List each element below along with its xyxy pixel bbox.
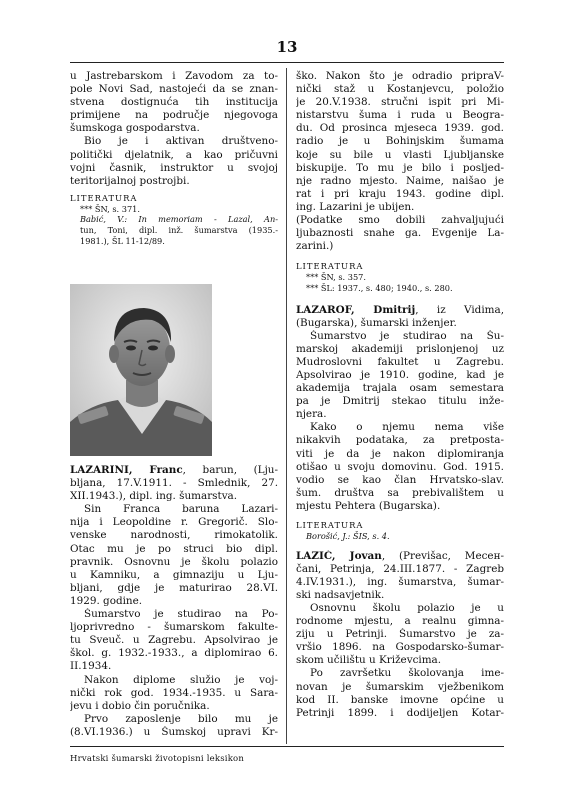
literature-line: Borošić, J.: ŠIS, s. 4.: [306, 531, 390, 541]
text-line: Osnovnu školu polazio je u: [310, 601, 504, 614]
portrait-image: [70, 284, 212, 456]
text-line: primijene na područje njegovoga: [70, 109, 278, 122]
text-line: vojni časnik, instruktor u svojoj: [70, 161, 278, 174]
text-line: viti je da je nakon diplomiranja: [296, 447, 504, 460]
text-line: rodnome mjestu, a realnu gimna-: [296, 615, 504, 628]
text-line: (Bugarska), šumarski inženjer.: [296, 316, 457, 329]
entry-lazarof: [296, 304, 504, 514]
text-line: teritorijalnoj postrojbi.: [70, 174, 190, 187]
entry-head-text: , (Previšac, Meceн-: [381, 549, 504, 562]
text-line: vršio 1896. na Gospodarsko-šumar-: [296, 641, 504, 654]
text-line: bljana, 17.V.1911. - Smlednik, 27.: [70, 477, 278, 490]
entry-name: LAZARINI, Franc: [70, 464, 183, 476]
text-line: ško. Nakon što je odradio pripraV-: [296, 70, 504, 82]
literature-line: Babić, V.: In memoriam - Lazal, An-: [80, 214, 278, 225]
text-line: nički staž u Kostanjevcu, položio: [296, 83, 504, 96]
text-line: kod II. banske imovne općine u: [296, 693, 504, 706]
text-line: XII.1943.), dipl. ing. šumarstva.: [70, 490, 238, 503]
text-line: ziju u Petrinji. Šumarstvo je za-: [296, 628, 504, 641]
entry-name: LAZAROF, Dmitrij: [296, 303, 416, 316]
text-line: ljubaznosti snahe ga. Evgenije La-: [296, 227, 504, 240]
text-line: (Podatke smo dobili zahvaljujući: [296, 214, 504, 227]
text-line: ski nadsavjetnik.: [296, 588, 385, 601]
text-line: njera.: [296, 408, 327, 421]
text-line: skom učilištu u Križevcima.: [296, 654, 442, 667]
text-line: du. Od prosinca mjeseca 1939. god.: [296, 122, 504, 135]
text-line: Kako o njemu nema više: [310, 421, 504, 434]
literature-heading: LITERATURA: [296, 261, 364, 272]
text-line: [296, 550, 504, 563]
literature-line: 1981.), ŠL 11-12/89.: [80, 235, 165, 246]
text-line: II.1934.: [70, 660, 112, 673]
text-line: rat i pri kraju 1943. godine dipl.: [296, 187, 504, 200]
literature-line: *** ŠL: 1937., s. 480; 1940., s. 280.: [306, 282, 453, 293]
text-line: Šumarstvo je studirao na Šu-: [310, 329, 504, 342]
text-line: u Jastrebarskom i Zavodom za to-: [70, 70, 278, 82]
text-line: vodio se kao član Hrvatsko-slav.: [296, 473, 504, 486]
text-line: Šumarstvo je studirao na Po-: [84, 608, 278, 621]
continued-entry-text: [296, 70, 504, 253]
text-line: politički djelatnik, a kao pričuvni: [70, 148, 278, 161]
text-line: Prvo zaposlenje bilo mu je: [84, 712, 278, 725]
text-line: Otac mu je po struci bio dipl.: [70, 542, 278, 555]
text-line: [70, 464, 278, 477]
page-number: 13: [276, 38, 298, 56]
text-line: u Kamniku, a gimnaziju u Lju-: [70, 568, 278, 581]
text-line: škol. g. 1932.-1933., a diplomirao 6.: [70, 647, 278, 660]
text-line: akademija trajala osam semestara: [296, 382, 504, 395]
text-line: šum. društva sa prebivalištem u: [296, 486, 504, 499]
text-line: pravnik. Osnovnu je školu polazio: [70, 555, 278, 568]
text-line: Petrinji 1899. i dodijeljen Kotar-: [296, 706, 504, 719]
literature-line: tun, Toni, dipl. inž. šumarstva (1935.-: [80, 225, 278, 236]
text-line: ljoprivredno - šumarskom fakulte-: [70, 621, 278, 634]
column-divider: [286, 68, 287, 744]
text-line: bljani, gdje je maturirao 28.VI.: [70, 581, 278, 594]
text-line: biskupije. To mu je bilo i posljed-: [296, 161, 504, 174]
literature-line: *** ŠN, s. 357.: [306, 272, 366, 283]
continued-entry-text: [70, 70, 278, 188]
text-line: čani, Petrinja, 24.III.1877. - Zagreb: [296, 562, 504, 575]
left-column: [70, 70, 278, 246]
text-line: pole Novi Sad, nastojeći da se znan-: [70, 83, 278, 96]
literature-heading: LITERATURA: [296, 520, 364, 530]
text-line: koje su bile u vlasti Ljubljanske: [296, 148, 504, 161]
text-line: nje radno mjesto. Naime, naišao je: [296, 174, 504, 187]
literature-heading: LITERATURA: [70, 192, 138, 203]
text-line: [296, 304, 504, 317]
text-line: stvena dostignuća tih institucija: [70, 96, 278, 109]
entry-lazarini: [70, 464, 278, 739]
portrait-photo: [70, 284, 212, 456]
text-line: (8.VI.1936.) u Šumskoj upravi Kr-: [70, 725, 278, 738]
entry-name: LAZIĆ, Jovan: [296, 549, 382, 562]
right-column: [296, 70, 504, 720]
literature-block: [296, 520, 504, 542]
text-line: nički rok god. 1934.-1935. u Sara-: [70, 686, 278, 699]
literature-block: [70, 193, 278, 246]
text-line: nikakvih podataka, za pretposta-: [296, 434, 504, 447]
text-line: ing. Lazarini je ubijen.: [296, 200, 415, 213]
entry-head-text: , iz Vidima,: [415, 303, 504, 316]
text-line: Mudroslovni fakultet u Zagrebu.: [296, 355, 504, 368]
text-line: pa je Dmitrij stekao titulu inže-: [296, 395, 504, 408]
literature-line: *** ŠN, s. 371.: [80, 203, 140, 214]
text-line: Bio je i aktivan društveno-: [84, 135, 278, 148]
text-line: 4.IV.1931.), ing. šumarstva, šumar-: [296, 575, 504, 588]
entry-head-text: , barun, (Lju-: [182, 464, 278, 476]
text-line: marskoj akademiji prislonjenoj uz: [296, 342, 504, 355]
text-line: mjestu Pehtera (Bugarska).: [296, 499, 441, 512]
entry-lazic: [296, 550, 504, 720]
text-line: je 20.V.1938. stručni ispit pri Mi-: [296, 96, 504, 109]
header-rule: [70, 62, 504, 63]
text-line: nija i Leopoldine r. Gregorič. Slo-: [70, 516, 278, 529]
literature-block: [296, 261, 504, 293]
text-line: 1929. godine.: [70, 594, 143, 607]
text-line: Sin Franca baruna Lazari-: [84, 503, 278, 516]
text-line: jevu i dobio čin poručnika.: [70, 699, 210, 712]
text-line: otišao u svoju domovinu. God. 1915.: [296, 460, 504, 473]
text-line: radio je u Bohinjskim šumama: [296, 135, 504, 148]
footer-title: Hrvatski šumarski životopisni leksikon: [70, 754, 245, 764]
text-line: zarini.): [296, 240, 334, 253]
text-line: tu Sveuč. u Zagrebu. Apsolvirao je: [70, 634, 278, 647]
text-line: novan je šumarskim vježbenikom: [296, 680, 504, 693]
text-line: Po završetku školovanja ime-: [310, 667, 504, 680]
text-line: šumskoga gospodarstva.: [70, 122, 200, 135]
footer-rule: [70, 746, 504, 747]
text-line: Nakon diplome služio je voj-: [84, 673, 278, 686]
text-line: Apsolvirao je 1910. godine, kad je: [296, 368, 504, 381]
text-line: nistarstvu šuma i ruda u Beogra-: [296, 109, 504, 122]
text-line: venske narodnosti, rimokatolik.: [70, 529, 278, 542]
